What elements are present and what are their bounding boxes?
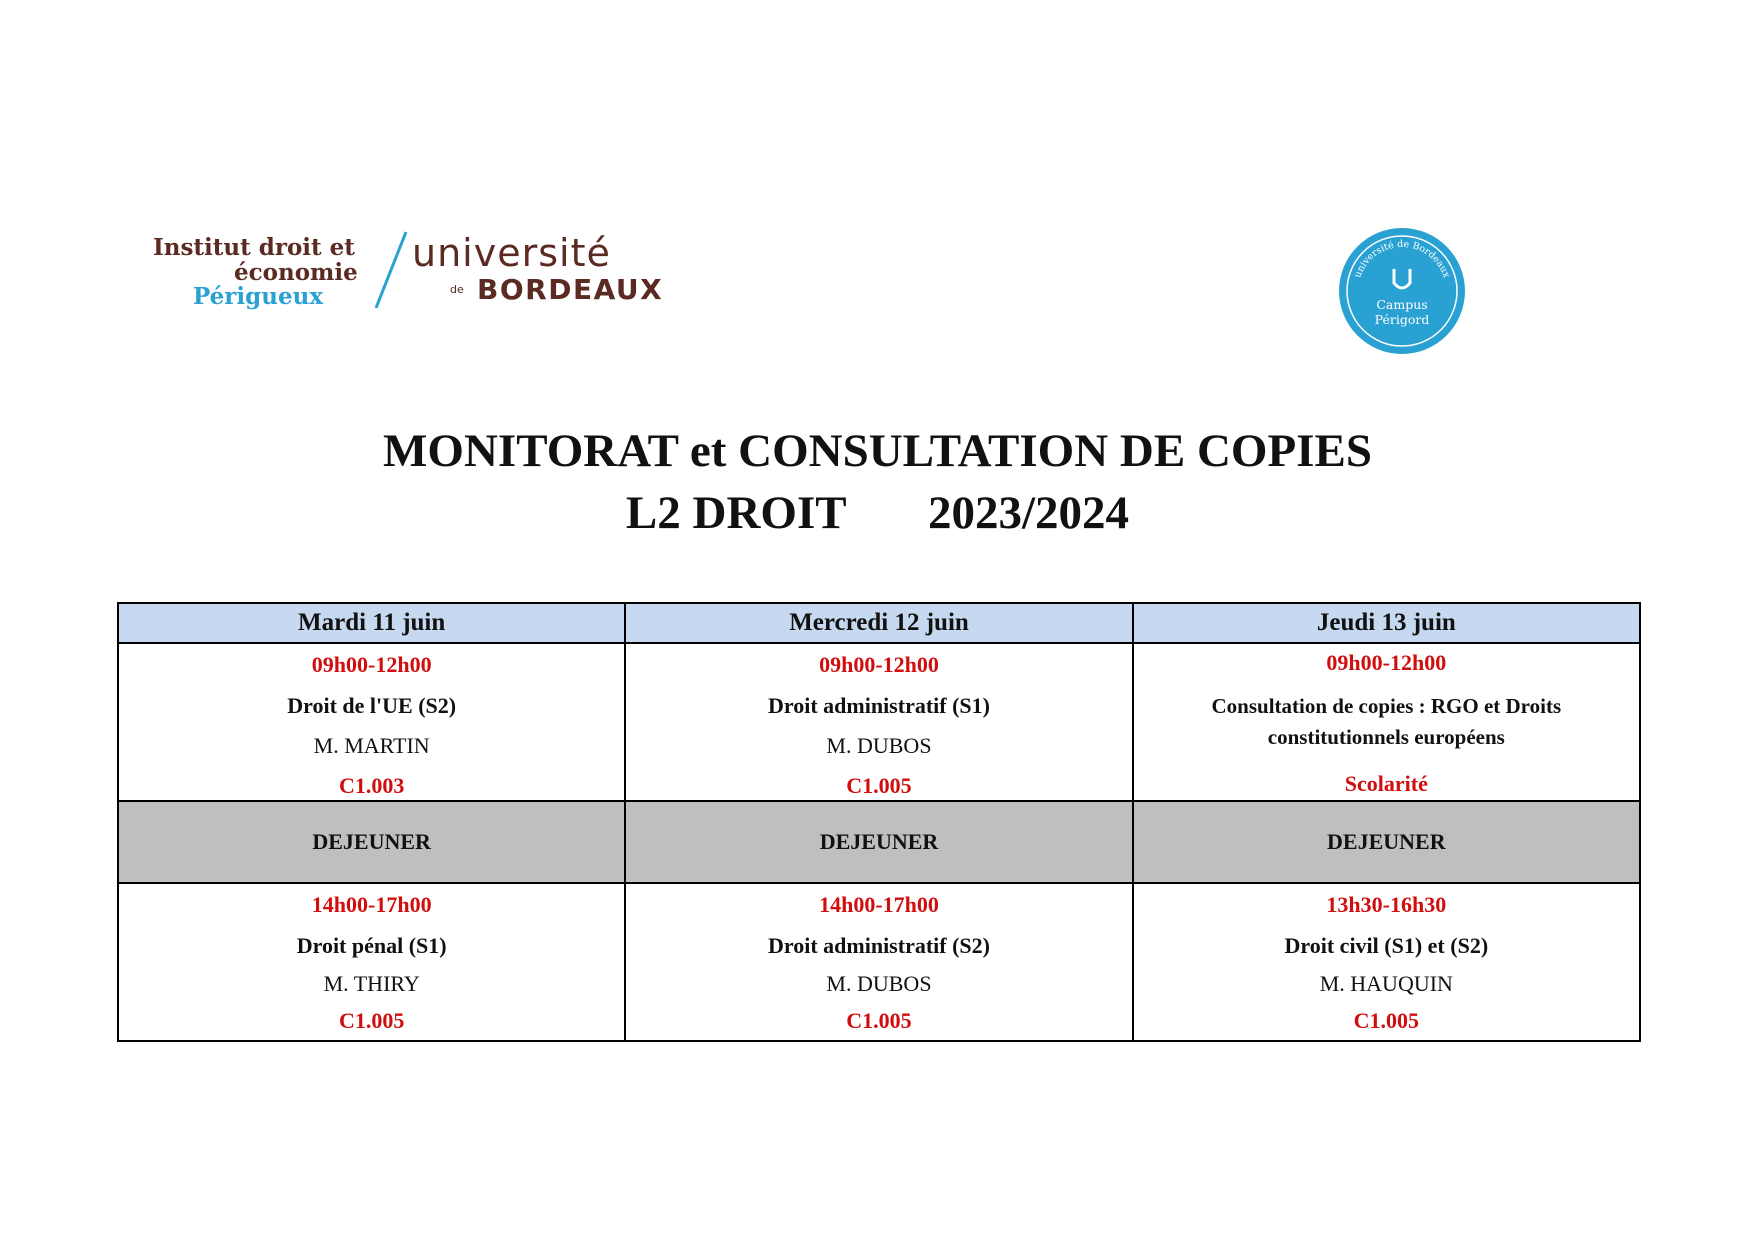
seal-line2: Périgord [1374, 312, 1430, 327]
university-logo-city: BORDEAUX [477, 273, 664, 306]
slot-time: 09h00-12h00 [819, 652, 939, 677]
campus-seal-logo [1338, 227, 1466, 355]
day-header: Mardi 11 juin [118, 603, 625, 643]
page-title: MONITORAT et CONSULTATION DE COPIES [383, 425, 1372, 477]
slot-subject: Droit administratif (S1) [767, 693, 990, 718]
schedule-table [117, 602, 1641, 1042]
lunch-cell: DEJEUNER [1133, 801, 1640, 883]
afternoon-cell [625, 883, 1132, 1041]
university-logo-word: université [412, 231, 611, 275]
slot-teacher: M. MARTIN [313, 733, 430, 758]
seal-line1: Campus [1376, 297, 1428, 312]
slot-teacher: M. HAUQUIN [1319, 971, 1453, 996]
slot-subject-line2: constitutionnels européens [1267, 725, 1505, 749]
logo-slash-icon [370, 226, 410, 316]
afternoon-cell [118, 883, 625, 1041]
institute-logo-line3: Périgueux [193, 283, 324, 310]
lunch-cell: DEJEUNER [118, 801, 625, 883]
institute-university-logo [150, 226, 720, 316]
morning-cell [118, 643, 625, 801]
afternoon-cell [1133, 883, 1640, 1041]
slot-time: 13h30-16h30 [1326, 892, 1447, 917]
institute-logo-line2: économie [234, 259, 358, 286]
lunch-row [118, 801, 1640, 883]
slot-room: C1.003 [338, 773, 405, 798]
slot-time: 09h00-12h00 [1326, 650, 1447, 675]
slot-subject: Droit civil (S1) et (S2) [1284, 933, 1489, 958]
campus-seal-icon [1338, 227, 1466, 355]
table-header-row [118, 603, 1640, 643]
institute-logo-line1: Institut droit et [153, 234, 355, 261]
slot-room: C1.005 [338, 1008, 405, 1033]
svg-text:université de Bordeaux: université de Bordeaux [1352, 238, 1452, 280]
slot-subject: Droit administratif (S2) [767, 933, 990, 958]
slot-teacher: M. THIRY [323, 971, 420, 996]
slot-room: C1.005 [846, 1008, 912, 1033]
university-logo-de: de [450, 283, 464, 296]
day-header: Mercredi 12 juin [625, 603, 1132, 643]
afternoon-row [118, 883, 1640, 1041]
slot-room: C1.005 [1353, 1008, 1420, 1033]
morning-cell [1133, 643, 1640, 801]
morning-cell [625, 643, 1132, 801]
morning-row [118, 643, 1640, 801]
slot-room: C1.005 [846, 773, 912, 798]
lunch-cell: DEJEUNER [625, 801, 1132, 883]
slot-room: Scolarité [1344, 771, 1428, 796]
slot-time: 14h00-17h00 [311, 892, 432, 917]
slot-subject: Droit pénal (S1) [296, 933, 447, 958]
slot-teacher: M. DUBOS [826, 733, 932, 758]
slot-subject-line1: Consultation de copies : RGO et Droits [1211, 694, 1562, 718]
slot-time: 09h00-12h00 [311, 652, 432, 677]
slot-time: 14h00-17h00 [819, 892, 939, 917]
day-header: Jeudi 13 juin [1133, 603, 1640, 643]
slot-teacher: M. DUBOS [826, 971, 932, 996]
page-subtitle: L2 DROIT 2023/2024 [625, 487, 1130, 539]
slot-subject: Droit de l'UE (S2) [287, 693, 457, 718]
